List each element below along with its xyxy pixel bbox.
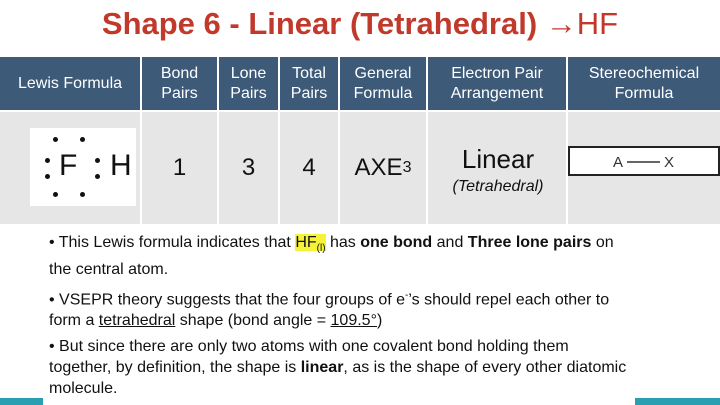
note-2-text: • VSEPR theory suggests that the four groups of e xyxy=(49,291,406,309)
note-1-state: (l) xyxy=(316,243,326,255)
lone-pair-dot xyxy=(53,192,58,197)
header-general-formula: General Formula xyxy=(340,57,426,110)
note-1-mid: has xyxy=(325,234,361,251)
stereo-atom-a: A xyxy=(613,154,624,171)
note-1-bold2: Three lone pairs xyxy=(467,234,592,251)
total-pairs-value: 4 xyxy=(302,154,316,181)
note-2-tetrahedral: tetrahedral xyxy=(98,312,176,330)
bond-pairs-value: 1 xyxy=(172,154,187,181)
lone-pair-dot xyxy=(80,192,85,197)
atom-f: F xyxy=(59,149,78,182)
note-2-mid2: shape (bond angle = xyxy=(175,312,331,330)
arrow-icon: → xyxy=(545,6,577,41)
header-lone-pairs: Lone Pairs xyxy=(219,57,278,110)
stereo-drawing xyxy=(570,148,718,174)
note-1-molecule xyxy=(295,234,326,255)
note-2-angle: 109.5° xyxy=(330,312,377,330)
note-3 xyxy=(43,334,635,405)
note-1-bold1: one bond xyxy=(360,234,433,251)
note-2-mid: ’s should repel each other to form a xyxy=(49,291,610,330)
lone-pair-dot xyxy=(45,174,50,179)
note-3-post: , as is the shape of every other diatomic molecule. xyxy=(49,359,627,397)
header-total-pairs: Total Pairs xyxy=(280,57,338,110)
stereochemical-formula xyxy=(568,146,720,176)
slide-title xyxy=(0,6,720,42)
general-formula-sub: 3 xyxy=(402,159,412,176)
note-1-and: and xyxy=(432,234,468,251)
note-1-text: • This Lewis formula indicates that xyxy=(49,234,296,251)
bond-dot xyxy=(95,174,100,179)
atom-h: H xyxy=(110,149,132,182)
lone-pairs-value: 3 xyxy=(241,154,256,181)
arrangement-main: Linear xyxy=(461,144,535,174)
note-1-mol: HF xyxy=(295,234,317,251)
general-formula-base: AXE xyxy=(354,154,403,181)
lewis-structure xyxy=(30,128,136,206)
note-3-text: • But since there are only two atoms with one covalent bond holding them together, by definition, the shape is xyxy=(49,338,569,376)
title-text: Shape 6 - Linear (Tetrahedral) xyxy=(101,6,538,41)
note-3-bold: linear xyxy=(300,359,344,376)
note-1 xyxy=(43,229,635,279)
arrangement-sub: (Tetrahedral) xyxy=(452,178,544,195)
header-stereochemical-formula: Stereochemical Formula xyxy=(568,57,720,110)
note-2-sup: - xyxy=(405,290,409,301)
note-2 xyxy=(43,282,635,328)
lone-pair-dot xyxy=(80,137,85,142)
note-1-post: on the central atom. xyxy=(49,234,614,279)
stereo-atom-x: X xyxy=(664,154,675,171)
header-electron-pair-arrangement: Electron Pair Arrangement xyxy=(428,57,566,110)
header-bond-pairs: Bond Pairs xyxy=(142,57,217,110)
note-2-post: ) xyxy=(376,312,383,330)
header-lewis-formula: Lewis Formula xyxy=(0,57,140,110)
title-molecule: HF xyxy=(576,6,619,41)
lone-pair-dot xyxy=(45,158,50,163)
general-formula-value xyxy=(340,112,426,224)
lone-pair-dot xyxy=(53,137,58,142)
bond-dot xyxy=(95,158,100,163)
